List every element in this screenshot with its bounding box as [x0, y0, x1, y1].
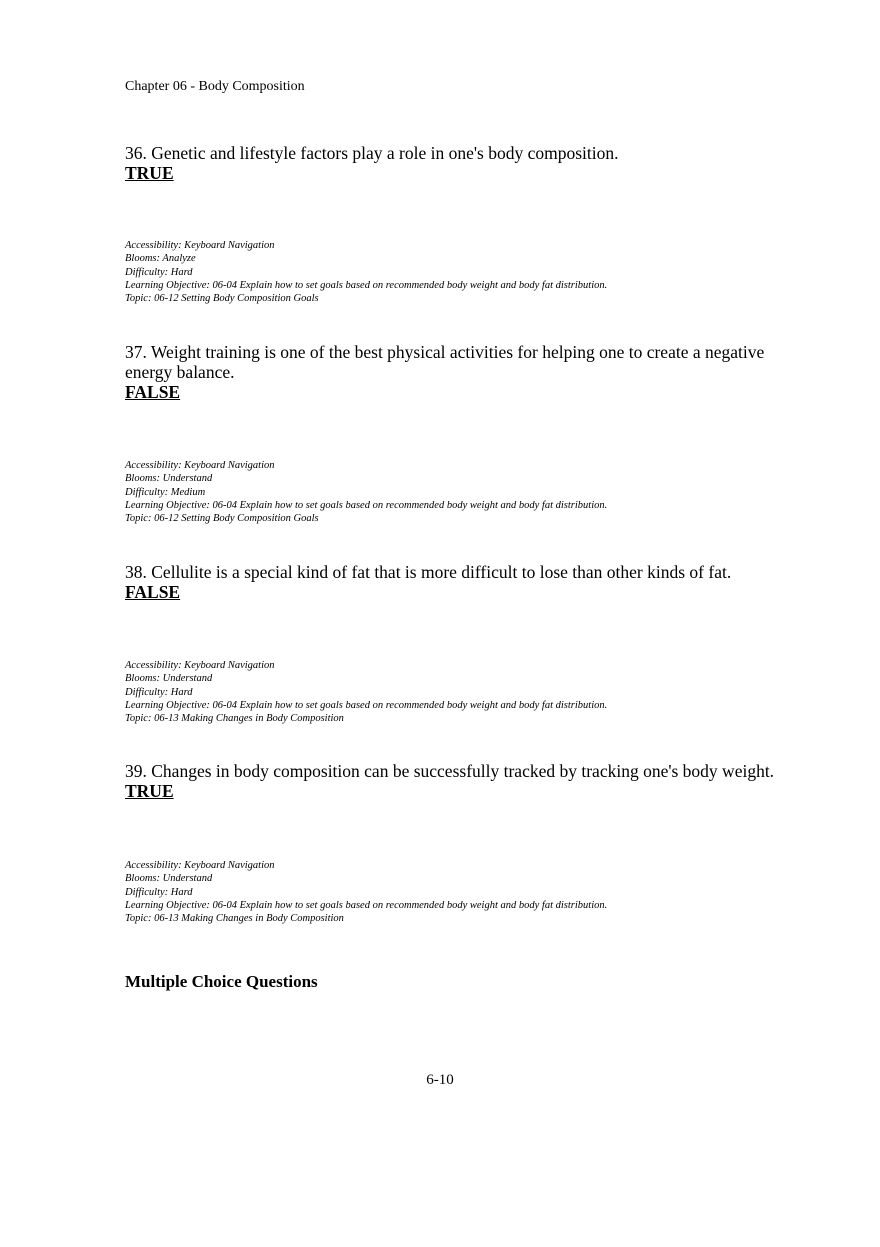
- question-38: [125, 562, 785, 725]
- question-metadata: [125, 859, 607, 925]
- question-37: [125, 342, 785, 525]
- difficulty-tag: Difficulty: Hard: [125, 686, 193, 698]
- learning-objective-tag: Learning Objective: 06-04 Explain how to set goals based on recommended body weight and body fat distribution.: [125, 499, 608, 511]
- question-metadata: [125, 659, 607, 725]
- accessibility-tag: Accessibility: Keyboard Navigation: [125, 460, 275, 471]
- blooms-tag: Blooms: Analyze: [125, 253, 196, 265]
- accessibility-tag: Accessibility: Keyboard Navigation: [125, 240, 275, 251]
- topic-tag: Topic: 06-13 Making Changes in Body Composition: [125, 913, 344, 925]
- question-text: 36. Genetic and lifestyle factors play a role in one's body composition.: [125, 143, 619, 163]
- learning-objective-tag: Learning Objective: 06-04 Explain how to set goals based on recommended body weight and body fat distribution.: [125, 279, 608, 291]
- question-39: [125, 761, 785, 925]
- topic-tag: Topic: 06-12 Setting Body Composition Goals: [125, 513, 319, 525]
- question-text: 38. Cellulite is a special kind of fat that is more difficult to lose than other kinds of fat.: [125, 562, 732, 582]
- question-metadata: [125, 459, 607, 525]
- topic-tag: Topic: 06-13 Making Changes in Body Composition: [125, 713, 344, 725]
- topic-tag: Topic: 06-12 Setting Body Composition Goals: [125, 293, 319, 305]
- question-36: [125, 143, 785, 305]
- answer: FALSE: [125, 382, 181, 402]
- blooms-tag: Blooms: Understand: [125, 673, 213, 685]
- difficulty-tag: Difficulty: Hard: [125, 886, 193, 898]
- answer: TRUE: [125, 781, 174, 801]
- chapter-header: Chapter 06 - Body Composition: [125, 79, 305, 94]
- page-number: 6-10: [426, 1072, 454, 1088]
- question-text: 39. Changes in body composition can be successfully tracked by tracking one's body weight.: [125, 761, 775, 781]
- accessibility-tag: Accessibility: Keyboard Navigation: [125, 660, 275, 671]
- section-heading: Multiple Choice Questions: [125, 972, 318, 991]
- blooms-tag: Blooms: Understand: [125, 873, 213, 885]
- answer: TRUE: [125, 163, 174, 183]
- blooms-tag: Blooms: Understand: [125, 473, 213, 485]
- learning-objective-tag: Learning Objective: 06-04 Explain how to set goals based on recommended body weight and body fat distribution.: [125, 699, 608, 711]
- difficulty-tag: Difficulty: Medium: [125, 486, 206, 498]
- difficulty-tag: Difficulty: Hard: [125, 266, 193, 278]
- question-text: 37. Weight training is one of the best physical activities for helping one to create a negative energy balance.: [125, 342, 765, 382]
- answer: FALSE: [125, 582, 181, 602]
- question-metadata: [125, 239, 607, 305]
- accessibility-tag: Accessibility: Keyboard Navigation: [125, 860, 275, 871]
- learning-objective-tag: Learning Objective: 06-04 Explain how to set goals based on recommended body weight and body fat distribution.: [125, 899, 608, 911]
